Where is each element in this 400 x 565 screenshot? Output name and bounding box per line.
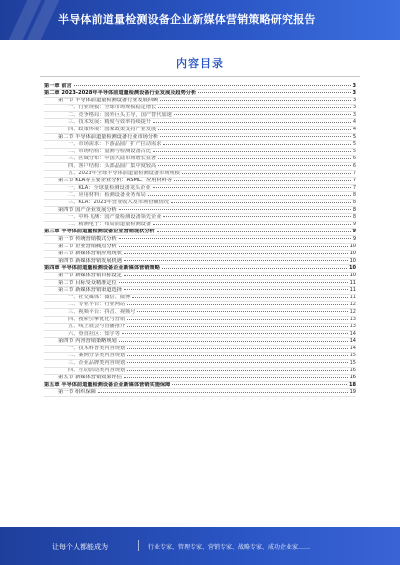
toc-entry[interactable] — [44, 119, 356, 126]
toc-entry-label: 第四节 内容营销策略规划 — [58, 338, 117, 344]
toc-entry-label: 二、专业平台：行业网站 — [68, 301, 126, 308]
toc-entry-label: 一、技术科普类内容规划 — [68, 345, 126, 352]
toc-entry[interactable] — [44, 163, 356, 170]
toc-entry[interactable] — [44, 295, 356, 302]
toc-entry-page: 10 — [349, 243, 356, 250]
table-of-contents — [44, 83, 356, 507]
toc-entry-label: 一、市场需求：下游晶圆厂扩产拉动需求 — [68, 141, 162, 147]
toc-leader-dots — [124, 377, 348, 378]
toc-leader-dots — [172, 384, 347, 385]
toc-leader-dots — [74, 85, 351, 86]
toc-leader-dots — [119, 238, 351, 239]
toc-entry-page: 7 — [352, 170, 356, 177]
toc-entry[interactable] — [44, 317, 356, 324]
toc-entry-label: 二、竞争格局：国外巨头主导，国产替代加速 — [68, 112, 172, 118]
toc-entry-page: 14 — [349, 338, 356, 344]
toc-entry-label: 六、垂直社区：知乎等 — [68, 331, 120, 337]
toc-entry[interactable] — [44, 156, 356, 163]
toc-leader-dots — [163, 144, 350, 145]
toc-entry[interactable] — [44, 192, 356, 199]
toc-leader-dots — [98, 392, 348, 393]
toc-entry-page: 10 — [349, 250, 356, 257]
toc-entry[interactable] — [44, 134, 356, 141]
toc-entry-page: 12 — [349, 301, 356, 308]
toc-entry-label: 第二章 2023-2028年半导体前道量检测设备行业发展及趋势分析 — [44, 90, 197, 96]
toc-entry-page: 15 — [349, 352, 356, 359]
toc-entry-label: 第四节 国产企业发展分析 — [58, 207, 117, 213]
toc-leader-dots — [160, 100, 351, 101]
toc-entry-page: 3 — [352, 90, 356, 96]
toc-entry-page: 5 — [352, 141, 356, 147]
toc-entry-page: 15 — [349, 360, 356, 366]
title-divider — [40, 76, 360, 77]
toc-entry-page: 11 — [349, 287, 356, 293]
toc-entry[interactable] — [44, 353, 356, 360]
toc-leader-dots — [132, 297, 347, 298]
toc-entry[interactable] — [44, 171, 356, 178]
toc-entry-page: 7 — [352, 177, 356, 184]
toc-entry-label: 第一节 半导体前道量检测设备行业发展回顾 — [58, 97, 159, 104]
toc-leader-dots — [160, 136, 351, 137]
toc-entry-label: 五、2023年全球半导体前道量检测设备市场规模 — [68, 170, 180, 177]
toc-entry[interactable] — [44, 83, 356, 90]
toc-entry-label: 三、企业品牌类内容规划 — [68, 360, 126, 366]
toc-entry-page: 14 — [349, 331, 356, 337]
toc-entry[interactable] — [44, 375, 356, 382]
toc-entry[interactable] — [44, 360, 356, 367]
toc-entry-label: 第三节 新媒体营销渠道选择 — [58, 287, 122, 293]
toc-leader-dots — [127, 370, 348, 371]
toc-leader-dots — [171, 202, 351, 203]
toc-entry[interactable] — [44, 302, 356, 309]
toc-entry-page: 6 — [352, 163, 356, 169]
toc-entry-label: 第二节 半导体前道量检测设备行业市场分析 — [58, 134, 159, 140]
toc-entry-page: 19 — [349, 389, 356, 395]
footer-banner — [0, 527, 400, 565]
toc-entry-page: 6 — [352, 155, 356, 162]
toc-leader-dots — [119, 209, 351, 210]
toc-leader-dots — [122, 333, 348, 334]
toc-entry-label: 第一节 组织保障 — [58, 389, 96, 395]
toc-entry-page: 4 — [352, 126, 356, 133]
toc-entry-page: 3 — [352, 97, 356, 104]
toc-entry-label: 二、案例分享类内容规划 — [68, 352, 126, 359]
toc-entry-page: 10 — [349, 265, 356, 271]
toc-entry-label: 第三章 半导体前道量检测设备企业营销现状分析 — [44, 228, 155, 235]
toc-entry[interactable] — [44, 265, 356, 272]
toc-leader-dots — [124, 275, 348, 276]
toc-entry[interactable] — [44, 309, 356, 316]
toc-entry-page: 3 — [352, 112, 356, 118]
toc-entry[interactable] — [44, 389, 356, 396]
toc-entry-label: 一、行业规模：全球市场规模稳定增长 — [68, 104, 157, 111]
toc-entry[interactable] — [44, 338, 356, 345]
toc-leader-dots — [157, 231, 351, 232]
toc-entry-page: 13 — [349, 316, 356, 322]
toc-entry-page: 16 — [349, 367, 356, 374]
toc-entry[interactable] — [44, 222, 356, 229]
toc-entry-label: 二、精测电子：布局前道量检测设备 — [68, 221, 152, 228]
toc-entry[interactable] — [44, 229, 356, 236]
toc-entry[interactable] — [44, 178, 356, 185]
toc-entry-label: 第一章 前言 — [44, 83, 72, 89]
toc-entry-label: 第三节 KLA等主要企业分析：ASML、应用材料等 — [58, 177, 173, 184]
toc-leader-dots — [148, 195, 351, 196]
header-banner — [0, 0, 400, 40]
toc-entry[interactable] — [44, 251, 356, 258]
toc-leader-dots — [174, 114, 351, 115]
toc-entry[interactable] — [44, 185, 356, 192]
toc-entry-page: 3 — [352, 104, 356, 111]
toc-entry-label: 三、区域分布：中国大陆市场增长显著 — [68, 155, 157, 162]
toc-entry-label: 三、技术发展：精度与效率持续提升 — [68, 119, 152, 125]
toc-leader-dots — [158, 158, 351, 159]
toc-entry-page: 14 — [349, 345, 356, 352]
toc-entry[interactable] — [44, 368, 356, 375]
toc-entry-label: 第一节 传统营销模式分析 — [58, 236, 117, 242]
toc-entry[interactable] — [44, 287, 356, 294]
toc-entry[interactable] — [44, 98, 356, 105]
toc-entry-page: 3 — [352, 83, 356, 89]
toc-leader-dots — [182, 173, 351, 174]
toc-entry[interactable] — [44, 149, 356, 156]
toc-entry-label: 一、KLA：全球量检测设备龙头企业 — [68, 185, 151, 191]
toc-entry[interactable] — [44, 258, 356, 265]
toc-leader-dots — [127, 319, 348, 320]
toc-entry[interactable] — [44, 280, 356, 287]
toc-entry-page: 13 — [349, 323, 356, 330]
toc-entry-label: 三、视频平台：抖音、视频号 — [68, 309, 136, 315]
toc-entry-label: 四、客户结构：头部晶圆厂集中度较高 — [68, 163, 157, 169]
toc-leader-dots — [119, 246, 348, 247]
toc-leader-dots — [158, 107, 351, 108]
toc-entry-page: 18 — [349, 382, 356, 388]
toc-entry-label: 四、互动活动类内容规划 — [68, 367, 126, 374]
toc-leader-dots — [137, 311, 347, 312]
toc-entry-label: 第一节 新媒体营销目标设定 — [58, 272, 122, 279]
toc-entry[interactable] — [44, 273, 356, 280]
toc-leader-dots — [127, 362, 348, 363]
toc-leader-dots — [153, 187, 351, 188]
toc-entry[interactable] — [44, 90, 356, 97]
toc-leader-dots — [163, 216, 350, 217]
report-title: 半导体前道量检测设备企业新媒体营销策略研究报告 — [58, 13, 316, 26]
toc-entry[interactable] — [44, 244, 356, 251]
toc-entry-page: 16 — [349, 374, 356, 381]
toc-entry-label: 第三节 新媒体营销应用现状 — [58, 250, 122, 257]
toc-entry-label: 第二节 目标受众精准定位 — [58, 280, 117, 286]
toc-entry-page: 8 — [352, 192, 356, 198]
toc-entry[interactable] — [44, 127, 356, 134]
toc-entry-label: 第二节 企业营销痛点分析 — [58, 243, 117, 250]
toc-leader-dots — [127, 304, 348, 305]
toc-entry-page: 11 — [349, 294, 356, 301]
toc-entry[interactable] — [44, 200, 356, 207]
toc-leader-dots — [162, 268, 347, 269]
toc-leader-dots — [127, 326, 348, 327]
toc-entry-page: 4 — [352, 119, 356, 125]
toc-leader-dots — [124, 289, 348, 290]
toc-entry-page: 9 — [352, 221, 356, 228]
toc-entry-label: 第五章 半导体前道量检测设备企业新媒体营销实施保障 — [44, 382, 171, 388]
toc-leader-dots — [174, 180, 351, 181]
footer-tagline: 行业专家、管理专家、营销专家、战略专家、成功企业家…… — [148, 544, 311, 551]
toc-entry-page: 8 — [352, 207, 356, 213]
toc-entry[interactable] — [44, 105, 356, 112]
toc-entry-page: 9 — [352, 228, 356, 235]
toc-leader-dots — [153, 224, 351, 225]
page-title: 内容目录 — [176, 57, 224, 70]
toc-entry-page: 12 — [349, 309, 356, 315]
footer-divider — [138, 540, 139, 551]
toc-entry[interactable] — [44, 236, 356, 243]
toc-entry-label: 五、线上展会与直播推介 — [68, 323, 126, 330]
toc-leader-dots — [158, 129, 351, 130]
toc-leader-dots — [119, 282, 348, 283]
toc-entry[interactable] — [44, 346, 356, 353]
toc-entry-label: 一、社交媒体：微信、微博 — [68, 294, 131, 301]
toc-entry-page: 9 — [352, 236, 356, 242]
toc-leader-dots — [158, 165, 351, 166]
toc-entry[interactable] — [44, 331, 356, 338]
toc-entry-page: 10 — [349, 258, 356, 264]
toc-entry[interactable] — [44, 141, 356, 148]
toc-leader-dots — [153, 151, 351, 152]
toc-leader-dots — [198, 92, 350, 93]
toc-entry-page: 5 — [352, 148, 356, 155]
toc-entry-label: 第五节 新媒体营销效果评估 — [58, 374, 122, 381]
toc-entry[interactable] — [44, 324, 356, 331]
toc-entry-label: 第四节 新媒体营销发展机遇 — [58, 258, 122, 264]
toc-entry-label: 一、中科飞测：国产量检测设备领先企业 — [68, 214, 162, 220]
toc-entry-page: 8 — [352, 199, 356, 206]
toc-entry[interactable] — [44, 207, 356, 214]
toc-entry[interactable] — [44, 382, 356, 389]
toc-entry[interactable] — [44, 112, 356, 119]
footer-slogan: 让每个人都能成为 — [52, 543, 108, 551]
toc-leader-dots — [119, 341, 348, 342]
toc-leader-dots — [124, 253, 348, 254]
toc-entry-label: 第四章 半导体前道量检测设备企业新媒体营销策略 — [44, 265, 160, 271]
toc-entry-page: 5 — [352, 134, 356, 140]
toc-leader-dots — [127, 355, 348, 356]
toc-entry-label: 二、市场结构：量测与检测设备占比 — [68, 148, 152, 155]
toc-entry-page: 7 — [352, 185, 356, 191]
toc-entry-label: 四、政策环境：国家政策支持产业发展 — [68, 126, 157, 133]
toc-entry-label: 四、搜索引擎优化与营销 — [68, 316, 126, 322]
toc-entry-page: 11 — [349, 280, 356, 286]
toc-entry-label: 二、应用材料：检测设备业务布局 — [68, 192, 146, 198]
toc-leader-dots — [153, 122, 351, 123]
toc-leader-dots — [124, 260, 348, 261]
toc-entry[interactable] — [44, 214, 356, 221]
toc-entry-label: 三、KLA：2023年营业收入及市场份额情况 — [68, 199, 169, 206]
toc-entry-page: 8 — [352, 214, 356, 220]
toc-leader-dots — [127, 348, 348, 349]
toc-entry-page: 10 — [349, 272, 356, 279]
